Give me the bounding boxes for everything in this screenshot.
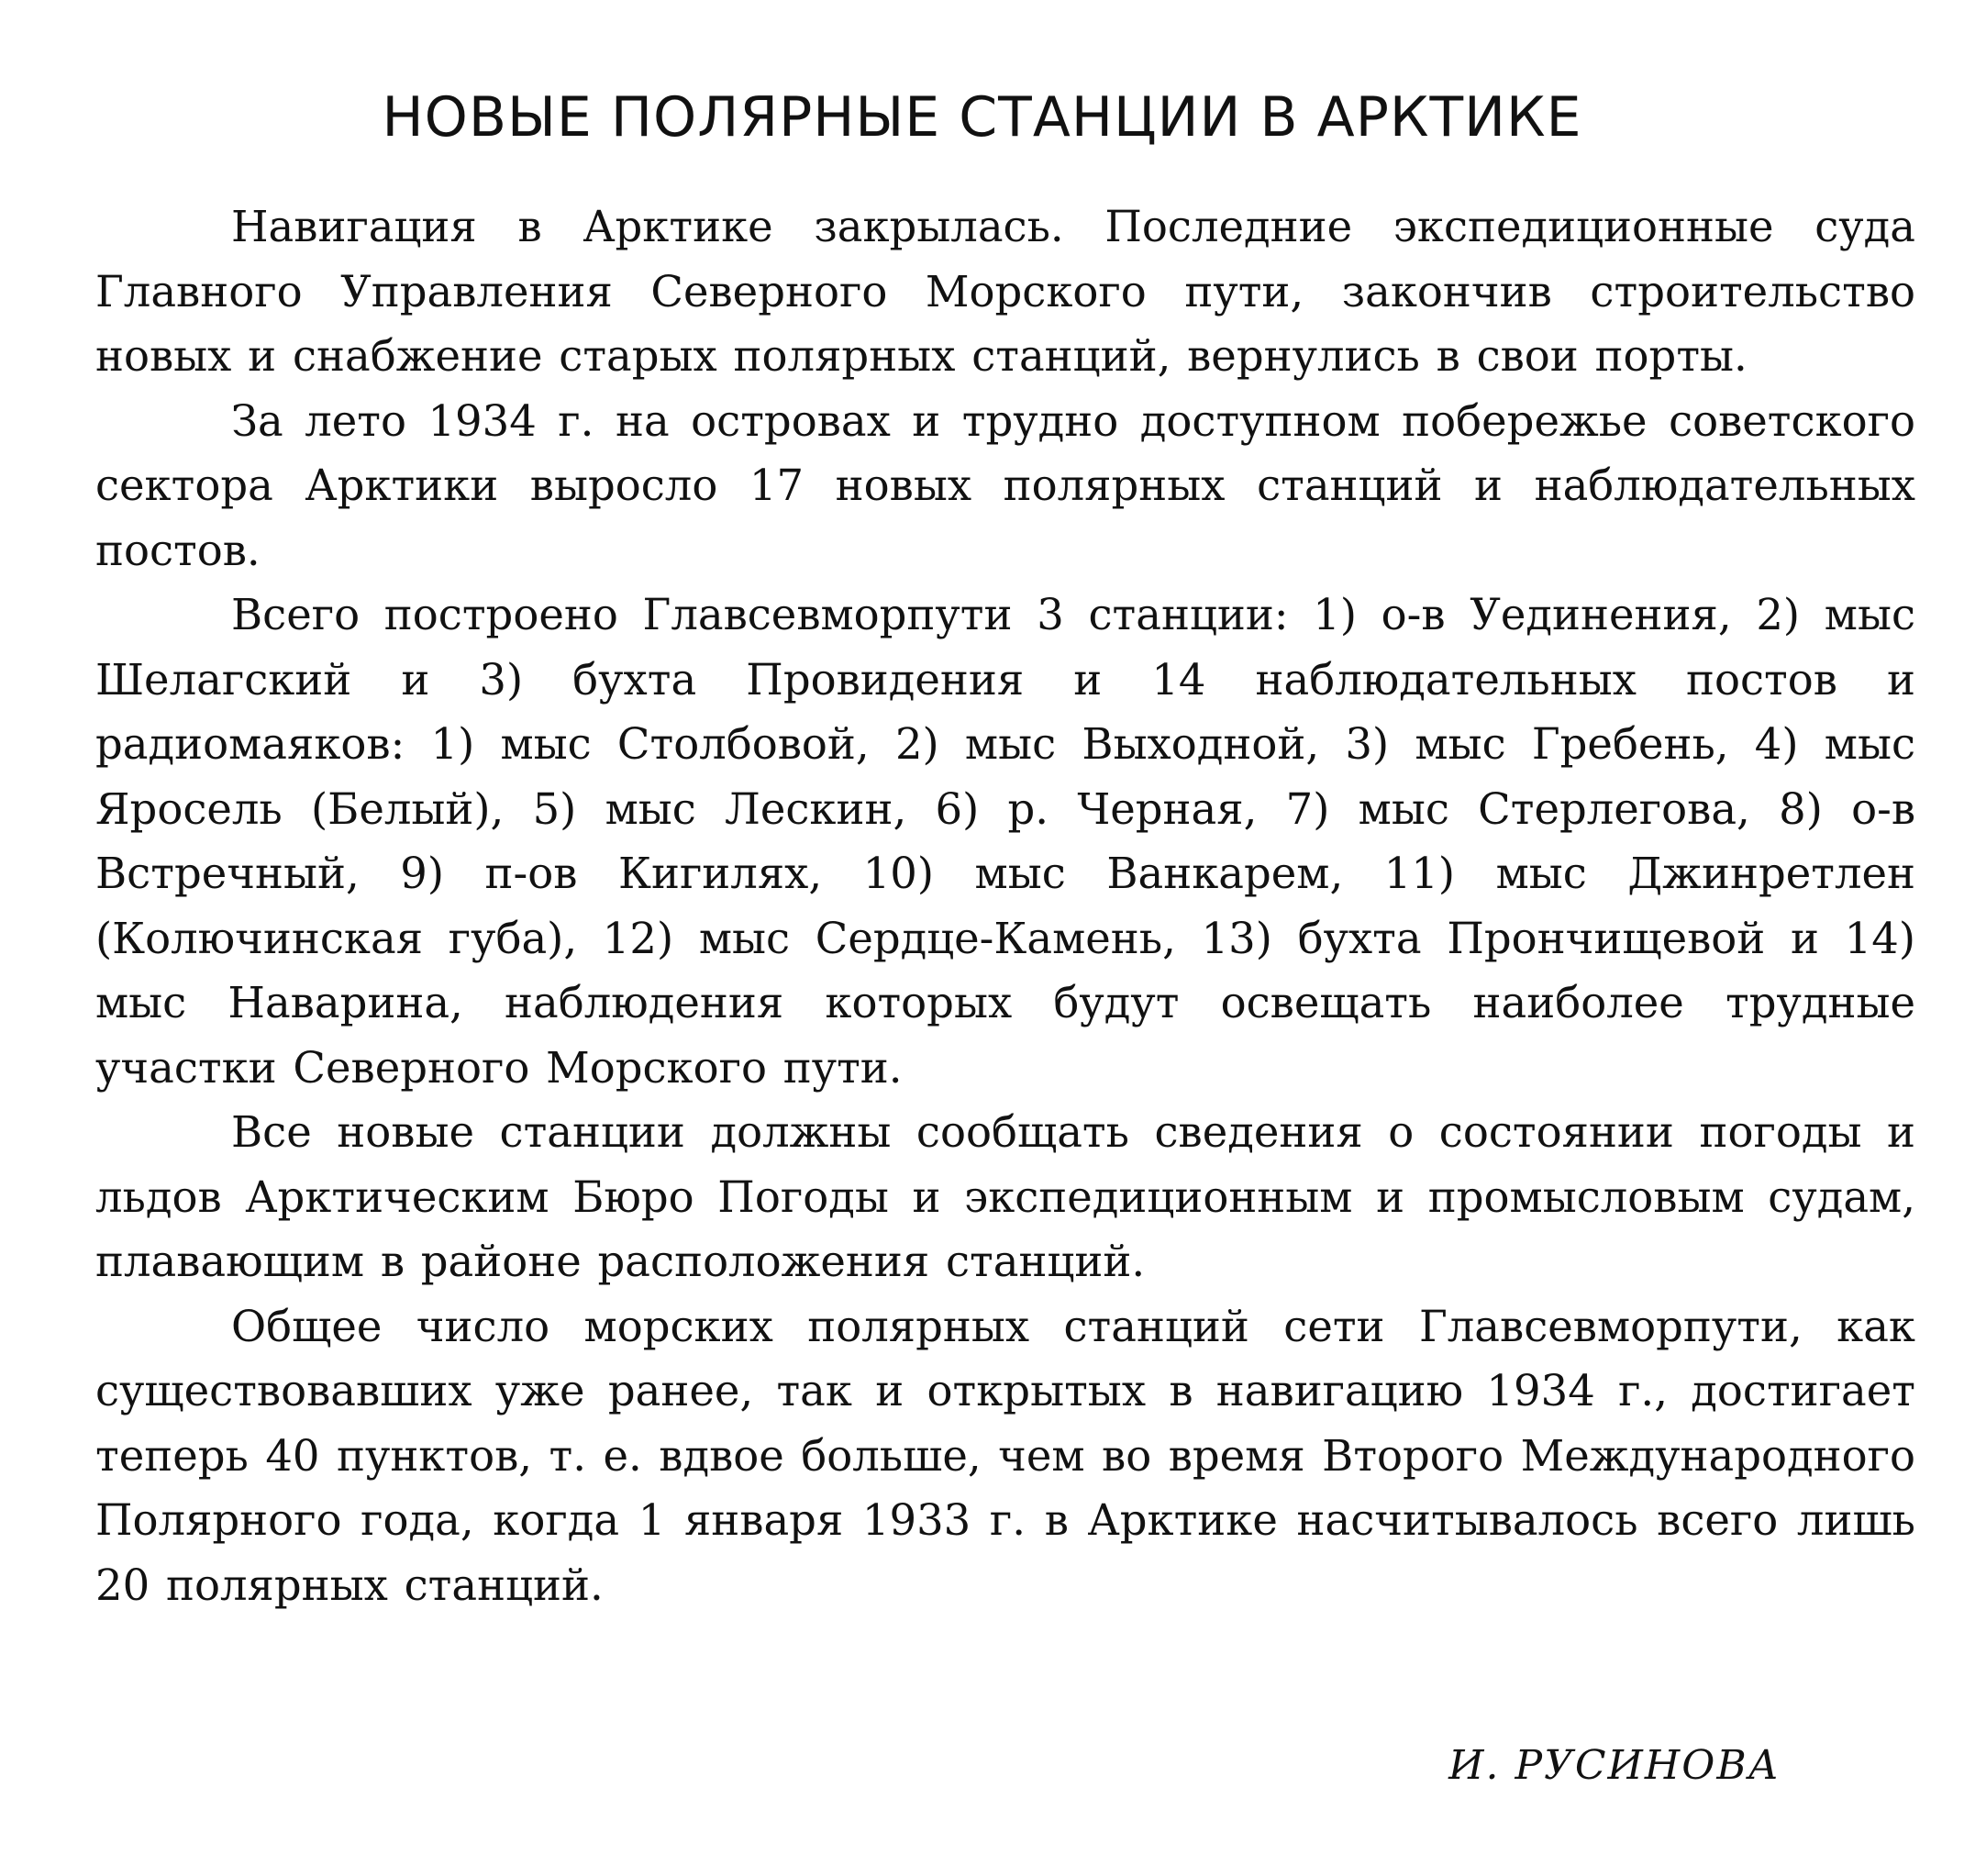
paragraph-navigation-closed: Навигация в Арктике закрылась. Последние экспедиционные суда Главного Управления Северного Морского пути, закончив строительство новых и снабжение старых полярных станций, вернулись в свои порты. (95, 202, 1915, 381)
paragraph-total-stations: Общее число морских полярных станций сети Главсевморпути, как существовавших уже ранее, так и открытых в навигацию 1934 г., достигает теперь 40 пунктов, т. е. вдвое больше, чем во время Второго Международного Полярного года, когда 1 января 1933 г. в Арктике насчитывалось всего лишь 20 полярных станций. (95, 1301, 1915, 1610)
article-title: НОВЫЕ ПОЛЯРНЫЕ СТАНЦИИ В АРКТИКЕ (382, 85, 1582, 150)
paragraph-new-stations-1934: За лето 1934 г. на островах и трудно доступном побережье советского сектора Арктики выросло 17 новых полярных станций и наблюдательных постов. (95, 395, 1915, 575)
article-body (95, 194, 1915, 1617)
author-signature: И. РУСИНОВА (1448, 1742, 1781, 1789)
paragraph-station-list: Всего построено Главсевморпути 3 станции: 1) о-в Уединения, 2) мыс Шелагский и 3) бухта Провидения и 14 наблюдательных постов и радиомаяков: 1) мыс Столбовой, 2) мыс Выходной, 3) мыс Гребень, 4) мыс Яросель (Белый), 5) мыс Лескин, 6) р. Черная, 7) мыс Стерлегова, 8) о-в Встречный, 9) п-ов Кигилях, 10) мыс Ванкарем, 11) мыс Джинретлен (Колючинская губа), 12) мыс Сердце-Камень, 13) бухта Прончищевой и 14) мыс Наварина, наблюдения которых будут освещать наиболее трудные участки Северного Морского пути. (95, 590, 1915, 1093)
paragraph-weather-reports: Все новые станции должны сообщать сведения о состоянии погоды и льдов Арктическим Бюро Погоды и экспедиционным и промысловым судам, плавающим в районе расположения станций. (95, 1107, 1915, 1286)
